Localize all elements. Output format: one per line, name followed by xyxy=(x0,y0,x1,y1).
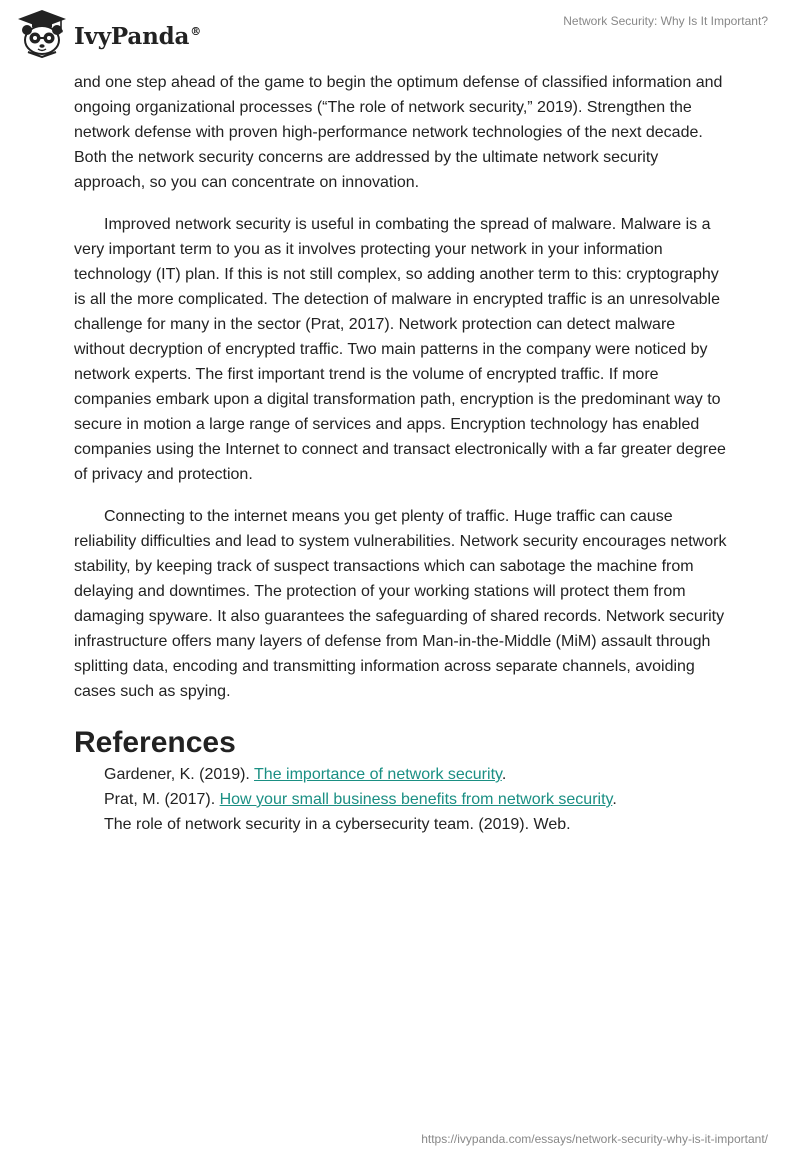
reference-item xyxy=(74,787,728,812)
document-title: Network Security: Why Is It Important? xyxy=(563,14,768,28)
page-header xyxy=(0,0,800,70)
reference-text: Gardener, K. (2019). xyxy=(104,766,255,783)
panda-graduate-icon xyxy=(14,8,70,58)
footer-url: https://ivypanda.com/essays/network-security-why-is-it-important/ xyxy=(421,1132,768,1146)
reference-text: The role of network security in a cybersecurity team. (2019). Web. xyxy=(104,816,571,833)
body-paragraph: and one step ahead of the game to begin the optimum defense of classified information and ongoing organizational processes (“The role of network security,” 2019). Strengthen the network defense with proven high-performance network technologies of the next decade. Both the network security concerns are addressed by the ultimate network security approach, so you can concentrate on innovation. xyxy=(74,74,723,191)
reference-link[interactable]: How your small business benefits from network security xyxy=(219,791,613,808)
references-heading: References xyxy=(74,726,236,759)
body-paragraph: Connecting to the internet means you get plenty of traffic. Huge traffic can cause reliability difficulties and lead to system vulnerabilities. Network security encourages network stability, by keeping track of suspect transactions which can sabotage the machine from delaying and downtimes. The protection of your working stations will protect them from damaging spyware. It also guarantees the safeguarding of shared records. Network security infrastructure offers many layers of defense from Man-in-the-Middle (MiM) assault through splitting data, encoding and transmitting information across separate channels, avoiding cases such as spying. xyxy=(74,508,727,700)
reference-text: Prat, M. (2017). xyxy=(104,791,220,808)
reference-suffix: . xyxy=(501,766,507,783)
reference-link[interactable]: The importance of network security xyxy=(254,766,502,783)
brand-logo[interactable] xyxy=(14,8,201,58)
reference-suffix: . xyxy=(612,791,617,808)
registered-mark: ® xyxy=(190,24,201,38)
essay-content xyxy=(74,70,728,837)
reference-item xyxy=(74,762,728,787)
reference-item xyxy=(74,812,728,837)
body-paragraph: Improved network security is useful in combating the spread of malware. Malware is a very important term to you as it involves protecting your network in your information technology (IT) plan. If this is not still complex, so adding another term to this: cryptography is all the more complicated. The detection of malware in encrypted traffic is an unresolvable challenge for many in the sector (Prat, 2017). Network protection can detect malware without decryption of encrypted traffic. Two main patterns in the company were noticed by network experts. The first important trend is the volume of encrypted traffic. If more companies embark upon a digital transformation path, encryption is the predominant way to secure in motion a large range of services and apps. Encryption technology has enabled companies using the Internet to connect and transact electronically with a far greater degree of privacy and protection. xyxy=(74,216,726,483)
brand-name: IvyPanda® xyxy=(74,22,201,50)
